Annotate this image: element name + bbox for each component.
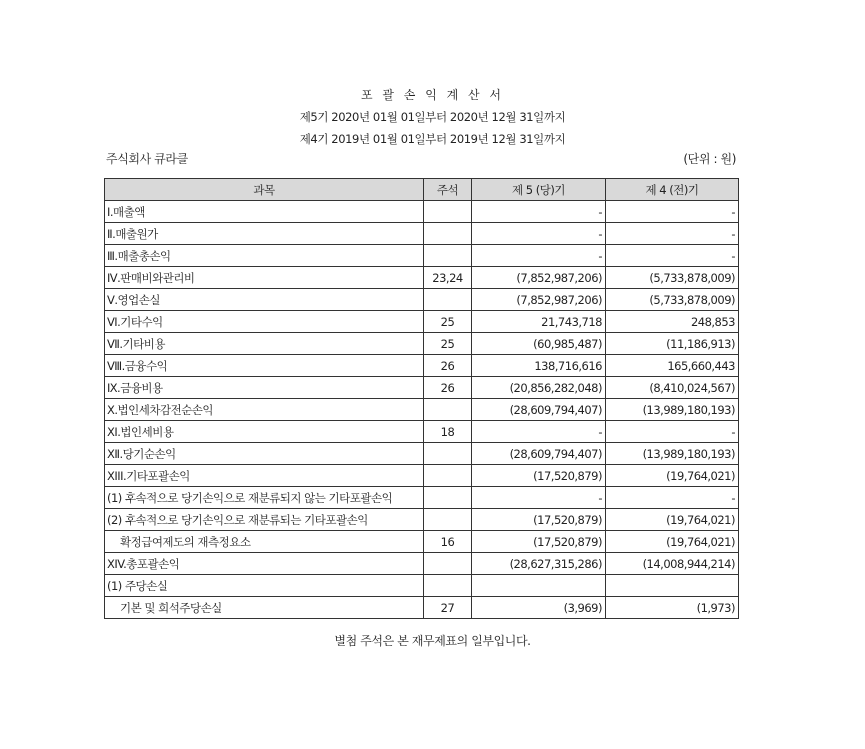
row-note: 23,24 [424, 267, 472, 289]
row-prior-amount: (5,733,878,009) [606, 267, 739, 289]
table-row [105, 553, 739, 575]
row-prior-amount: (5,733,878,009) [606, 289, 739, 311]
row-subject: Ⅱ.매출원가 [105, 223, 424, 245]
row-subject: (1) 후속적으로 당기손익으로 재분류되지 않는 기타포괄손익 [105, 487, 424, 509]
row-prior-amount: 165,660,443 [606, 355, 739, 377]
row-note: 26 [424, 377, 472, 399]
statement-title: 포 괄 손 익 계 산 서 [360, 88, 505, 102]
row-prior-amount: (14,008,944,214) [606, 553, 739, 575]
row-current-amount: (7,852,987,206) [472, 267, 606, 289]
row-subject: Ⅵ.기타수익 [105, 311, 424, 333]
row-subject: 확정급여제도의 재측정요소 [105, 531, 424, 553]
row-current-amount: (17,520,879) [472, 465, 606, 487]
table-row [105, 575, 739, 597]
column-header-current-period: 제 5 (당)기 [472, 179, 606, 201]
table-row [105, 311, 739, 333]
row-prior-amount: (1,973) [606, 597, 739, 619]
company-name: 주식회사 큐라클 [106, 152, 188, 166]
row-prior-amount: - [606, 223, 739, 245]
table-row [105, 443, 739, 465]
row-current-amount: 21,743,718 [472, 311, 606, 333]
row-subject: Ⅴ.영업손실 [105, 289, 424, 311]
row-note [424, 465, 472, 487]
row-current-amount: (17,520,879) [472, 509, 606, 531]
column-header-subject: 과목 [105, 179, 424, 201]
current-period-label: 제5기 2020년 01월 01일부터 2020년 12월 31일까지 [299, 110, 566, 124]
row-note [424, 575, 472, 597]
row-note [424, 201, 472, 223]
row-prior-amount: - [606, 487, 739, 509]
unit-label: (단위 : 원) [683, 152, 736, 166]
row-subject: Ⅹ.법인세차감전순손익 [105, 399, 424, 421]
table-row [105, 245, 739, 267]
row-subject: Ⅰ.매출액 [105, 201, 424, 223]
row-prior-amount: (19,764,021) [606, 509, 739, 531]
row-subject: Ⅸ.금융비용 [105, 377, 424, 399]
row-subject: 기본 및 희석주당손실 [105, 597, 424, 619]
header-row [105, 179, 739, 201]
row-current-amount: - [472, 245, 606, 267]
row-subject: (1) 주당손실 [105, 575, 424, 597]
table-row [105, 333, 739, 355]
row-subject: (2) 후속적으로 당기손익으로 재분류되는 기타포괄손익 [105, 509, 424, 531]
row-note: 18 [424, 421, 472, 443]
row-prior-amount: (19,764,021) [606, 465, 739, 487]
row-note [424, 289, 472, 311]
row-note [424, 509, 472, 531]
table-row [105, 223, 739, 245]
table-row [105, 421, 739, 443]
table-row [105, 355, 739, 377]
footnote: 별첨 주석은 본 재무제표의 일부입니다. [334, 634, 531, 648]
row-prior-amount: (13,989,180,193) [606, 399, 739, 421]
row-current-amount: (60,985,487) [472, 333, 606, 355]
row-note: 16 [424, 531, 472, 553]
row-current-amount: - [472, 201, 606, 223]
row-note [424, 487, 472, 509]
income-statement-table [104, 178, 739, 619]
row-current-amount: (7,852,987,206) [472, 289, 606, 311]
row-note [424, 245, 472, 267]
row-note [424, 443, 472, 465]
row-current-amount: (20,856,282,048) [472, 377, 606, 399]
row-subject: Ⅻ.당기순손익 [105, 443, 424, 465]
column-header-prior-period: 제 4 (전)기 [606, 179, 739, 201]
row-note: 27 [424, 597, 472, 619]
table-row [105, 201, 739, 223]
row-current-amount: - [472, 421, 606, 443]
row-current-amount: - [472, 487, 606, 509]
statement-header [0, 84, 865, 150]
row-note [424, 553, 472, 575]
row-note: 25 [424, 311, 472, 333]
prior-period-label: 제4기 2019년 01월 01일부터 2019년 12월 31일까지 [299, 132, 566, 146]
row-note [424, 399, 472, 421]
row-prior-amount: (8,410,024,567) [606, 377, 739, 399]
row-note [424, 223, 472, 245]
row-prior-amount: (13,989,180,193) [606, 443, 739, 465]
table-row [105, 487, 739, 509]
row-current-amount: (3,969) [472, 597, 606, 619]
table-row [105, 399, 739, 421]
row-current-amount: (28,627,315,286) [472, 553, 606, 575]
table-row [105, 289, 739, 311]
table-row [105, 377, 739, 399]
row-subject: Ⅲ.매출총손익 [105, 245, 424, 267]
row-current-amount: - [472, 223, 606, 245]
row-prior-amount: - [606, 245, 739, 267]
row-prior-amount: (19,764,021) [606, 531, 739, 553]
row-subject: Ⅺ.법인세비용 [105, 421, 424, 443]
row-subject: XIV.총포괄손익 [105, 553, 424, 575]
row-current-amount [472, 575, 606, 597]
row-prior-amount: - [606, 421, 739, 443]
column-header-note: 주석 [424, 179, 472, 201]
row-prior-amount: - [606, 201, 739, 223]
table-row [105, 509, 739, 531]
row-prior-amount: 248,853 [606, 311, 739, 333]
table-row [105, 531, 739, 553]
row-prior-amount [606, 575, 739, 597]
row-current-amount: (17,520,879) [472, 531, 606, 553]
table-row [105, 267, 739, 289]
row-subject: Ⅷ.금융수익 [105, 355, 424, 377]
row-note: 25 [424, 333, 472, 355]
row-prior-amount: (11,186,913) [606, 333, 739, 355]
table-row [105, 465, 739, 487]
row-subject: XIII.기타포괄손익 [105, 465, 424, 487]
row-current-amount: (28,609,794,407) [472, 443, 606, 465]
table-body [105, 201, 739, 619]
table-header [105, 179, 739, 201]
row-current-amount: (28,609,794,407) [472, 399, 606, 421]
row-subject: Ⅶ.기타비용 [105, 333, 424, 355]
table-row [105, 597, 739, 619]
row-current-amount: 138,716,616 [472, 355, 606, 377]
row-note: 26 [424, 355, 472, 377]
row-subject: Ⅳ.판매비와관리비 [105, 267, 424, 289]
